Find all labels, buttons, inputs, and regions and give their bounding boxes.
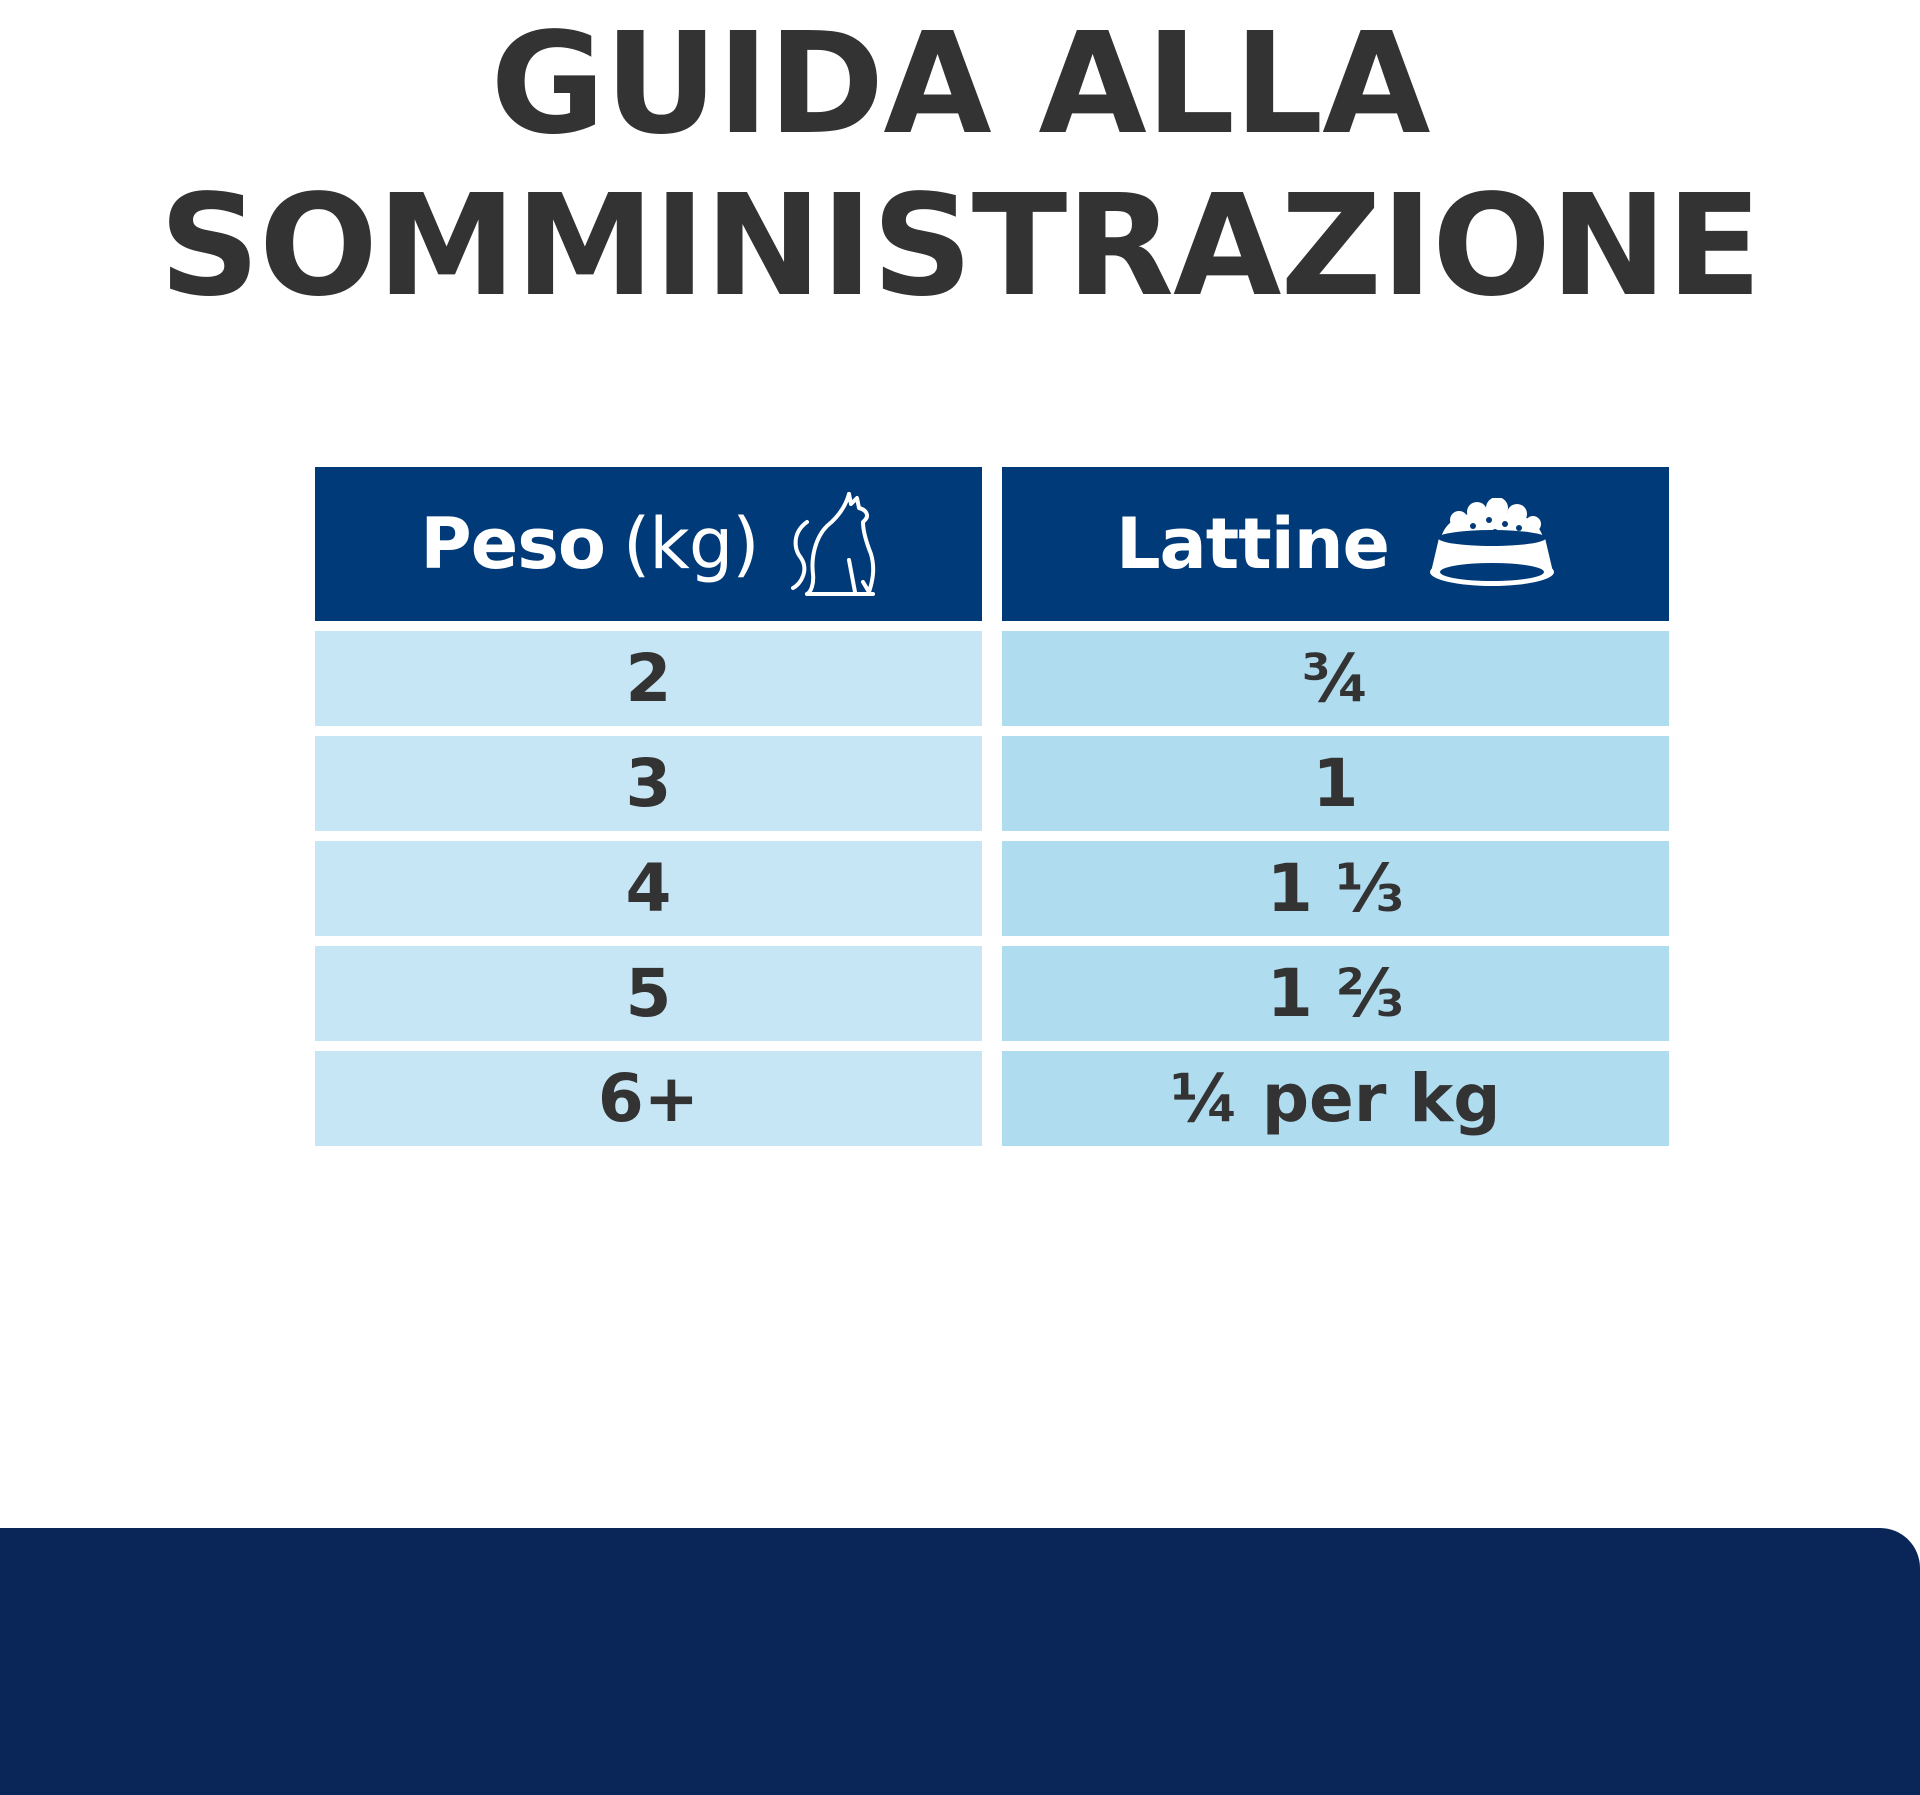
table-row [315, 631, 1669, 726]
weight-cell: 6+ [315, 1051, 982, 1146]
cans-cell: ¼ per kg [1002, 1051, 1669, 1146]
header-weight [315, 467, 982, 621]
table-header [315, 467, 1669, 621]
cans-cell: 1 [1002, 736, 1669, 831]
weight-cell: 5 [315, 946, 982, 1041]
weight-cell: 4 [315, 841, 982, 936]
weight-cell: 3 [315, 736, 982, 831]
table-row [315, 946, 1669, 1041]
table-row [315, 1051, 1669, 1146]
cans-cell: 1 ⅓ [1002, 841, 1669, 936]
header-cans [1002, 467, 1669, 621]
page-title [0, 0, 1920, 328]
weight-cell: 2 [315, 631, 982, 726]
cans-cell: ¾ [1002, 631, 1669, 726]
cat-icon [787, 488, 877, 600]
table-row [315, 841, 1669, 936]
feeding-guide-table [315, 467, 1669, 1146]
header-weight-label: Peso [420, 503, 605, 585]
cans-cell: 1 ⅔ [1002, 946, 1669, 1041]
footer-band [0, 1528, 1920, 1795]
food-bowl-icon [1429, 498, 1555, 590]
header-weight-unit: (kg) [622, 503, 759, 585]
header-cans-label: Lattine [1115, 503, 1390, 585]
title-line-2: SOMMINISTRAZIONE [159, 165, 1761, 328]
title-line-1: GUIDA ALLA [490, 3, 1430, 166]
table-row [315, 736, 1669, 831]
